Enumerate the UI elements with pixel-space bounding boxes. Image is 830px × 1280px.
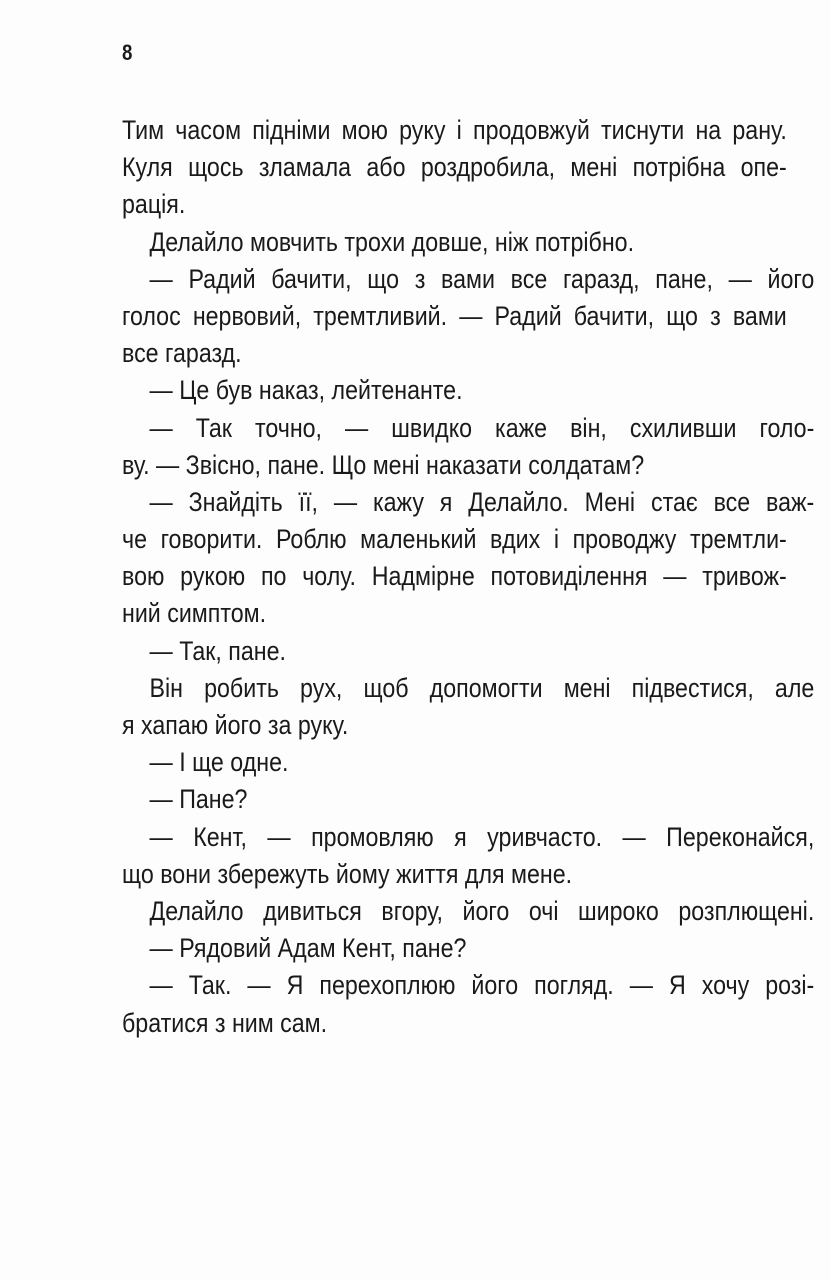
text-line: — Так точно, — швидко каже він, схиливши голо- (149, 412, 815, 443)
text-line: — Так. — Я перехоплюю його погляд. — Я хочу розі- (149, 970, 815, 1001)
text-line: Тим часом підніми мою руку і продовжуй тиснути на рану. (122, 115, 787, 145)
text-line: че говорити. Роблю маленький вдих і проводжу тремтли- (122, 524, 787, 555)
text-line: — І ще одне. (149, 747, 289, 778)
text-line: — Рядовий Адам Кент, пане? (149, 933, 467, 964)
page-number: 8 (122, 40, 133, 65)
text-line: ний симптом. (122, 598, 267, 629)
text-line: вою рукою по чолу. Надмірне потовиділення — тривож- (122, 561, 787, 592)
text-line: все гаразд. (122, 338, 242, 369)
text-line: рація. (122, 189, 186, 220)
text-line: що вони збережуть йому життя для мене. (122, 858, 573, 889)
text-line: — Це був наказ, лейтенанте. (149, 375, 463, 406)
text-line: я хапаю його за руку. (122, 710, 349, 740)
text-line: — Радий бачити, що з вами все гаразд, пане, — його (149, 263, 815, 294)
text-line: Делайло дивиться вгору, його очі широко розплющені. (149, 895, 815, 926)
text-line: ву. — Звісно, пане. Що мені наказати солдатам? (122, 449, 645, 480)
text-line: Куля щось зламала або роздробила, мені потрібна опе- (122, 152, 787, 183)
body-text (122, 112, 815, 1042)
text-line: — Пане? (149, 784, 248, 815)
text-line: Він робить рух, щоб допомогти мені підвестися, але (149, 672, 815, 703)
text-line: Делайло мовчить трохи довше, ніж потрібно. (149, 226, 635, 257)
text-line: — Кент, — промовляю я уривчасто. — Переконайся, (149, 821, 815, 852)
text-line: голос нервовий, тремтливий. — Радий бачити, що з вами (122, 300, 787, 331)
text-line: — Знайдіть її, — кажу я Делайло. Мені стає все важ- (149, 486, 815, 517)
text-line: — Так, пане. (149, 635, 286, 666)
text-line: братися з ним сам. (122, 1007, 328, 1038)
